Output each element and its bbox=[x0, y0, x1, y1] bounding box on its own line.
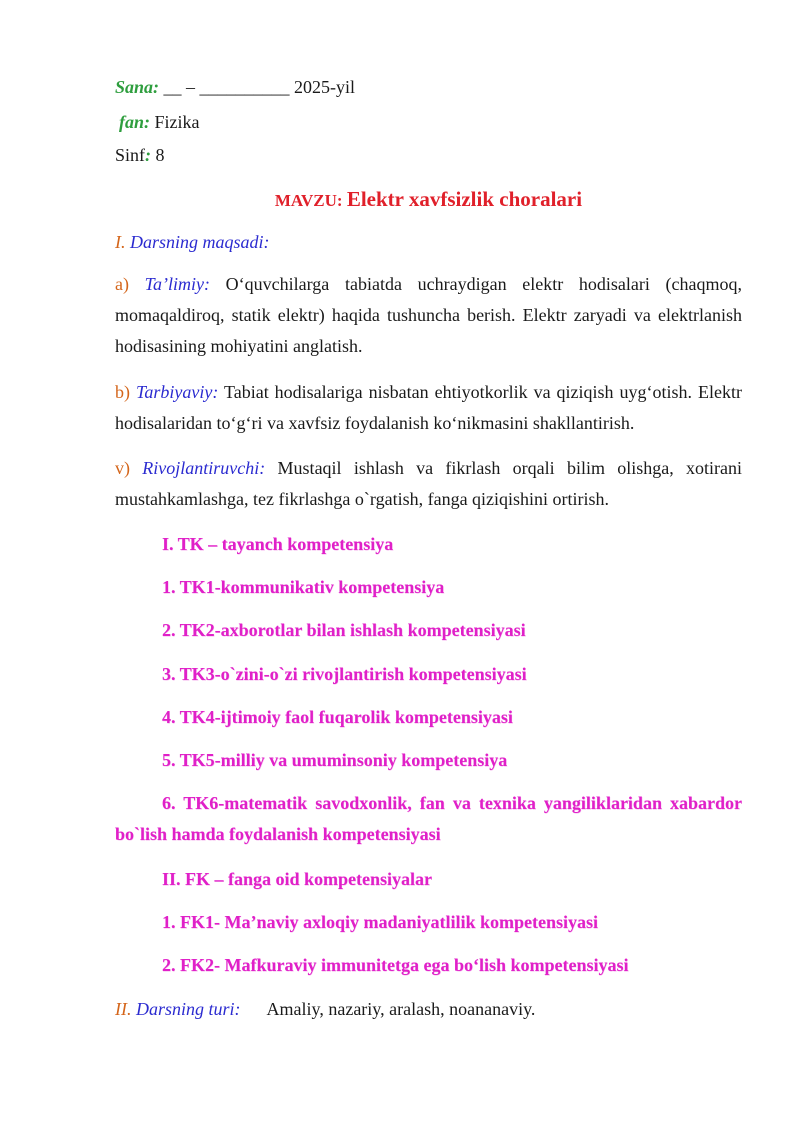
goal-label: Ta’limiy: bbox=[128, 274, 210, 294]
goal-text: Tabiat hodisalariga nisbatan ehtiyotkorlik va qiziqish uyg‘otish. Elektr hodisalaridan to‘g‘ri va xavfsiz foydalanish ko‘nikmasini shakllantirish. bbox=[115, 382, 742, 433]
competency-item: 2. FK2- Mafkuraviy immunitetga ega bo‘lish kompetensiyasi bbox=[162, 955, 629, 975]
section1-label: Darsning maqsadi: bbox=[125, 232, 270, 252]
section2-label: Darsning turi: bbox=[131, 999, 241, 1019]
sana-label: Sana: bbox=[115, 77, 160, 97]
goal-marker: b) bbox=[115, 382, 130, 402]
goal-label: Tarbiyaviy: bbox=[130, 382, 219, 402]
goal-marker: a) bbox=[115, 274, 129, 294]
goal-text: O‘quvchilarga tabiatda uchraydigan elektr hodisalari (chaqmoq, momaqaldiroq, statik elektr) haqida tushuncha berish. Elektr zaryadi va elektrlanish hodisasining mohiyatini anglatish. bbox=[115, 274, 742, 356]
section1-number: I. bbox=[115, 232, 126, 252]
goal-developmental bbox=[115, 453, 742, 515]
competency-item: 3. TK3-o`zini-o`zi rivojlantirish kompetensiyasi bbox=[162, 664, 527, 684]
sinf-colon: : bbox=[145, 145, 152, 165]
competency-item: 6. TK6-matematik savodxonlik, fan va texnika yangiliklaridan xabardor bo`lish hamda foydalanish kompetensiyasi bbox=[115, 793, 742, 844]
goal-upbringing bbox=[115, 377, 742, 439]
competency-item: 2. TK2-axborotlar bilan ishlash kompetensiyasi bbox=[162, 620, 526, 640]
section2-number: II. bbox=[115, 999, 132, 1019]
grade-line bbox=[115, 142, 165, 168]
section1-heading bbox=[115, 229, 270, 255]
goal-marker: v) bbox=[115, 458, 130, 478]
sana-value: __ – __________ 2025-yil bbox=[159, 77, 356, 97]
sinf-value: 8 bbox=[151, 145, 165, 165]
subject-line bbox=[119, 109, 200, 135]
competency-item: 4. TK4-ijtimoiy faol fuqarolik kompetensiyasi bbox=[162, 707, 513, 727]
competency-item: I. TK – tayanch kompetensiya bbox=[162, 534, 394, 554]
competency-item: 5. TK5-milliy va umuminsoniy kompetensiya bbox=[162, 750, 508, 770]
fan-value: Fizika bbox=[150, 112, 200, 132]
competency-item: 1. FK1- Ma’naviy axloqiy madaniyatlilik kompetensiyasi bbox=[162, 912, 599, 932]
date-line bbox=[115, 74, 355, 100]
sinf-label: Sinf bbox=[115, 145, 146, 165]
goal-label: Rivojlantiruvchi: bbox=[130, 458, 266, 478]
page-title bbox=[115, 184, 742, 216]
section2-value: Amaliy, nazariy, aralash, noananaviy. bbox=[266, 999, 536, 1019]
goal-text: Mustaqil ishlash va fikrlash orqali bilim olishga, xotirani mustahkamlashga, tez fikrlashga o`rgatish, fanga qiziqishini ortirish. bbox=[115, 458, 743, 509]
fan-label: fan: bbox=[119, 112, 150, 132]
section2-heading bbox=[115, 996, 535, 1022]
competency-item: II. FK – fanga oid kompetensiyalar bbox=[162, 869, 433, 889]
goal-educational bbox=[115, 269, 742, 362]
competency-item: 1. TK1-kommunikativ kompetensiya bbox=[162, 577, 445, 597]
title-prefix: MAVZU: bbox=[274, 191, 347, 210]
title-text: Elektr xavfsizlik choralari bbox=[346, 187, 583, 211]
